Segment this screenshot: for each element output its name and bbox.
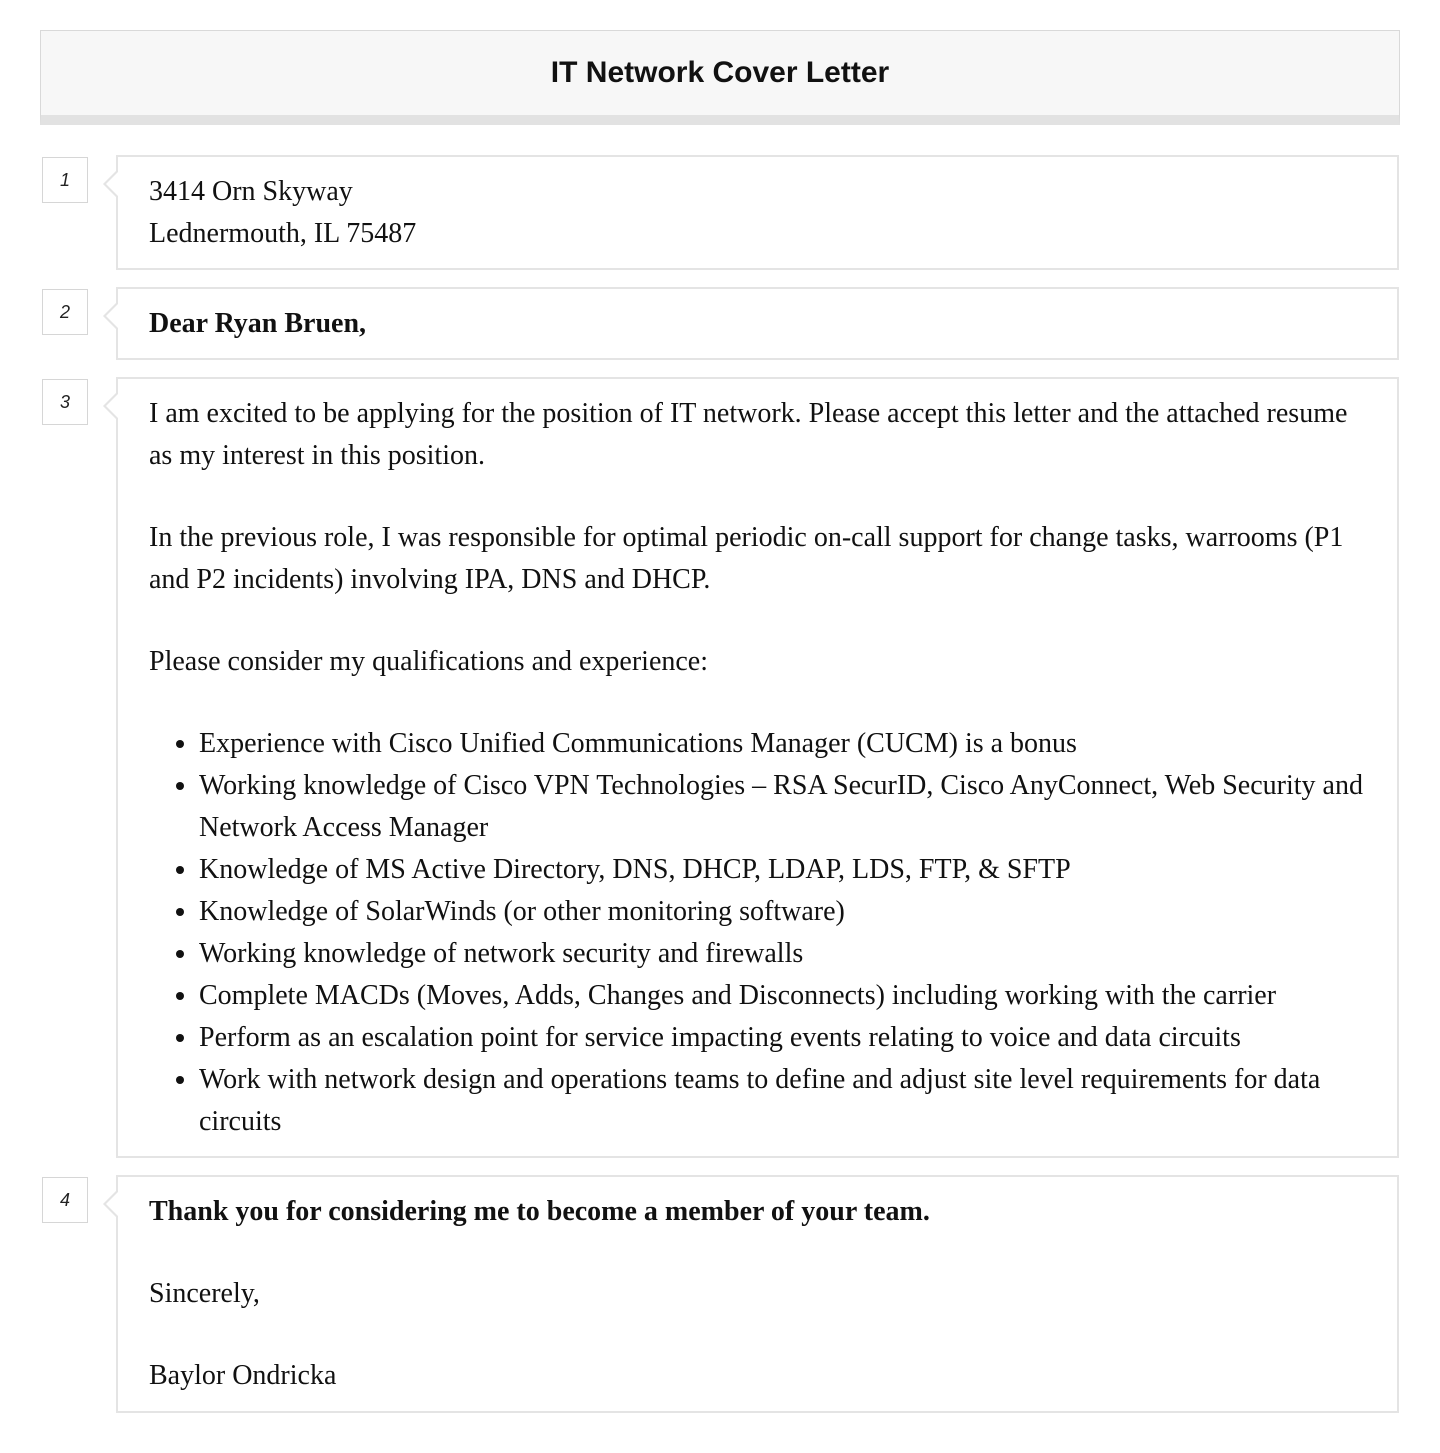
closing-block: [116, 1175, 1399, 1413]
page-title: IT Network Cover Letter: [550, 56, 890, 89]
thank-you-line: Thank you for considering me to become a member of your team.: [149, 1196, 930, 1227]
intro-paragraph: I am excited to be applying for the position of IT network. Please accept this letter and the attached resume as my interest in this position.: [149, 398, 1348, 471]
section-number-2: 2: [42, 289, 88, 335]
address-line-2: Lednermouth, IL 75487: [149, 218, 417, 249]
list-item: • Experience with Cisco Unified Communications Manager (CUCM) is a bonus: [199, 723, 1367, 765]
page-header: [40, 30, 1400, 125]
closing-line: Sincerely,: [149, 1278, 260, 1309]
greeting-block: [116, 287, 1399, 360]
list-item: • Knowledge of SolarWinds (or other monitoring software): [199, 891, 1367, 933]
section-number-4: 4: [42, 1177, 88, 1223]
list-item: • Working knowledge of Cisco VPN Technologies – RSA SecurID, Cisco AnyConnect, Web Security and Network Access Manager: [199, 765, 1367, 849]
experience-paragraph: In the previous role, I was responsible for optimal periodic on-call support for change tasks, warrooms (P1 and P2 incidents) involving IPA, DNS and DHCP.: [149, 522, 1344, 595]
qualifications-intro: Please consider my qualifications and experience:: [149, 646, 709, 677]
list-item: • Complete MACDs (Moves, Adds, Changes and Disconnects) including working with the carrier: [199, 975, 1367, 1017]
address-block: [116, 155, 1399, 270]
section-number-3: 3: [42, 379, 88, 425]
list-item: • Work with network design and operations teams to define and adjust site level requirements for data circuits: [199, 1059, 1367, 1143]
section-number-1: 1: [42, 157, 88, 203]
address-line-1: 3414 Orn Skyway: [149, 176, 353, 207]
body-block: [116, 377, 1399, 1158]
list-item: • Knowledge of MS Active Directory, DNS, DHCP, LDAP, LDS, FTP, & SFTP: [199, 849, 1367, 891]
signature: Baylor Ondricka: [149, 1360, 337, 1391]
qualifications-list: [149, 723, 1367, 1143]
greeting: Dear Ryan Bruen,: [149, 308, 367, 339]
list-item: • Working knowledge of network security and firewalls: [199, 933, 1367, 975]
list-item: • Perform as an escalation point for service impacting events relating to voice and data circuits: [199, 1017, 1367, 1059]
